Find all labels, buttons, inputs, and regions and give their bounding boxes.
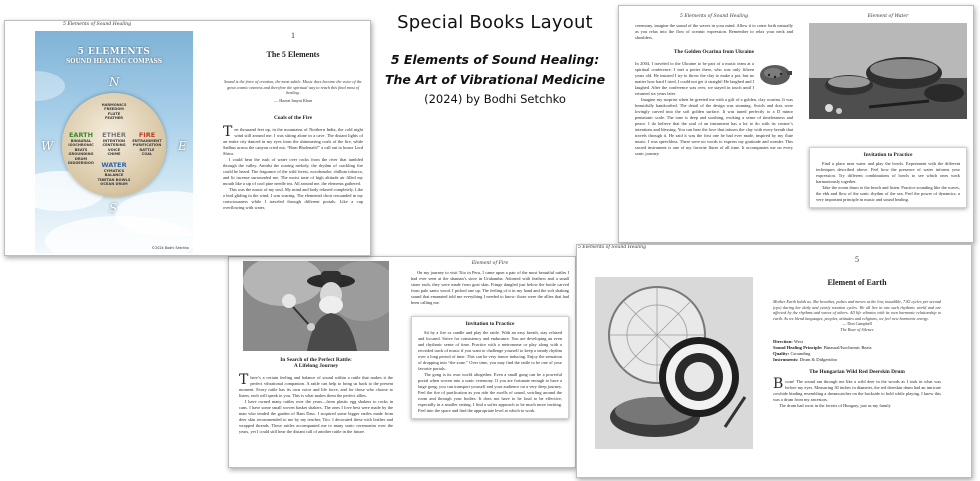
meta-value: West bbox=[793, 338, 803, 344]
ether-line: CENTERING bbox=[102, 143, 126, 148]
body-paragraph: I have owned many rattles over the years—from plastic egg shakers to rocks in cans. I have some small woven basket shakers. The ones I love best were made by the man who tended the garden of Ram Dass. I acquired some bigger rattles made from deer skin recommended to me by my teacher, Tito. I decorated these with leather and wrapped threads. These rattles accompanied me to many sonic ceremonies over the years, yet I could still hear the distant call of another rattle in the future. bbox=[239, 399, 393, 434]
body-paragraph bbox=[223, 124, 363, 157]
spread-element-of-water bbox=[618, 5, 974, 243]
body-paragraph bbox=[239, 372, 393, 399]
rattle-text-column bbox=[239, 357, 393, 435]
meta-label: Quality: bbox=[773, 350, 790, 356]
spread-element-of-fire bbox=[228, 256, 576, 468]
water-line: CYMATICS bbox=[103, 169, 125, 173]
chapter-number: 5 bbox=[855, 255, 859, 264]
running-head: Element of Fire bbox=[471, 261, 509, 266]
body-paragraph: I could hear the rush of water over rocks from the river that tumbled through the valley. Amidst the roaring melody, the rhythm of crackling fire could be heard. The fragrance of the wild forest, woodsmoke, chillum tobacco, and lit incense surrounded me. The moist taste of high altitude air filled my mouth like a sip of cool pine needle tea. All around me, the elements gathered. bbox=[223, 157, 363, 187]
paragraph-text: en thousand feet up, in the mountains of Northern India, the cold night wind still around me. I was sitting alone in a cave. The distant lights of an entire city danced in my eyes from the shimmering coals of the fire, while Sadhus across the canyon cried out, “Bom Bholenath!” a call out to honor Lord Shiva. bbox=[223, 127, 363, 157]
compass-title: 5 ELEMENTS bbox=[77, 47, 151, 57]
practice-paragraph: Take the ocean drum to the beach and listen. Practice sounding like the waves, the ebb and flow of the sonic rhythm of the sea. Feel the power of dynamics, a very important principle in music and sound healing. bbox=[816, 185, 960, 202]
earth-line: BINAURAL bbox=[70, 139, 92, 143]
chapter-title: Element of Earth bbox=[827, 278, 887, 287]
photo-illustration bbox=[243, 261, 389, 351]
water-element bbox=[95, 161, 133, 187]
ether-line: VOICE bbox=[107, 147, 121, 152]
meta-value: Binaural/Isochronic Beats bbox=[823, 344, 872, 350]
drum-photo bbox=[595, 277, 753, 449]
ether-element bbox=[99, 131, 129, 157]
paragraph-text: here’s a certain feeling and balance of sound within a rattle that makes it the perfect vibrational companion. A rattle can help to bring us back to the present moment. Every rattle has its own voice and life force, and for those who choose to listen, each will speak to you. This is what makes them the perfect allies. bbox=[239, 375, 393, 398]
fire-right-column bbox=[411, 261, 569, 419]
body-paragraph: The drum had roots in the forests of Hungary, just as my family bbox=[779, 403, 891, 409]
fire-line: ENTRAINMENT bbox=[132, 139, 162, 143]
meta-instruments bbox=[773, 357, 941, 363]
section-heading: The Golden Ocarina from Ukraine bbox=[673, 49, 755, 55]
air-element bbox=[98, 103, 130, 121]
epigraph-attribution: — Hazrat Inayat Khan bbox=[273, 97, 313, 103]
chapter-number: 1 bbox=[291, 31, 295, 40]
body-paragraph bbox=[635, 61, 793, 97]
air-line: FLUTE bbox=[107, 111, 121, 116]
running-head: 5 Elements of Sound Healing bbox=[62, 22, 132, 27]
ether-name: ETHER bbox=[102, 131, 126, 139]
body-paragraph: Imagine my surprise when he greeted me with a gift of a golden, clay ocarina. It was beautifully handcrafted. The detail of the design was stunning. Swirls and dots were lovingly carved into the soft golden surface. It was tuned perfectly to a D minor pentatonic scale. The tone is deep and soothing, evoking a sense of timelessness and peace. I do believe that the soul of an instrument has a lot to do with its creator’s intentions and blessing. You can hear the love that infuses the clay with every breath that travels through it. He said it was the first one he had ever made, inspired by my flute music. I was speechless. There were no words to express my gratitude and wonder. This sacred instrument is one of my favorite flutes of all time. It accompanies me on every sonic journey. bbox=[635, 97, 793, 156]
ether-line: INTENTION bbox=[102, 139, 126, 143]
air-line: HARMONICS bbox=[101, 103, 127, 107]
practice-box bbox=[411, 316, 569, 419]
ether-line: CHIME bbox=[107, 152, 121, 157]
section-heading-line1: In Search of the Perfect Rattle: bbox=[280, 357, 352, 363]
paragraph-text: In 2004, I traveled to the Ukraine to be part of a music team at a spiritual conference. I met a potter there, who was only fifteen years old. He insisted I try to throw the clay to make a pot, but no matter how hard I tried, I could not get it straight! He laughed and I laughed. After the conference was over, we stayed in touch until I returned six years later. bbox=[635, 61, 754, 96]
fire-element bbox=[130, 131, 164, 157]
practice-title: Invitation to Practice bbox=[465, 321, 515, 327]
section-heading: Coals of the Fire bbox=[273, 115, 313, 122]
headline-block bbox=[370, 0, 620, 130]
epigraph: Sound is the force of creation, the most subtle. Music does become the voice of the great cosmic oneness and therefore the spiritual way to reach this final most of healing. bbox=[224, 79, 362, 96]
singing-bowls-photo bbox=[809, 23, 967, 119]
chapter-text-column bbox=[223, 31, 363, 211]
book-title-line2: The Art of Vibrational Medicine bbox=[384, 72, 606, 87]
meta-label: Direction: bbox=[773, 338, 793, 344]
compass-disc bbox=[62, 93, 166, 197]
water-line: OCEAN DRUM bbox=[100, 182, 128, 187]
epigraph-source: The Roar of Silence bbox=[840, 326, 874, 332]
ocarina-text-column bbox=[635, 14, 793, 157]
running-head: 5 Elements of Sound Healing bbox=[577, 245, 647, 250]
direction-north: N bbox=[109, 75, 120, 89]
element-meta bbox=[773, 339, 941, 364]
spread-element-of-earth bbox=[576, 244, 972, 478]
cloud-shape bbox=[35, 71, 65, 101]
earth-element bbox=[64, 131, 98, 165]
running-head: Element of Water bbox=[867, 14, 909, 19]
meta-value: Drum & Didgeridoo bbox=[799, 357, 838, 363]
compass-illustration bbox=[35, 31, 193, 253]
earth-name: EARTH bbox=[68, 131, 94, 139]
section-heading-line2: A Lifelong Journey bbox=[293, 363, 339, 369]
body-paragraph: This was the music of my soul. My mind and body relaxed completely. Like a bird gliding in the wind, I was soaring. The elemental choir resounded in my consciousness while I traveled through different portals. Like a cup overflowing with water, bbox=[223, 187, 363, 211]
fire-line: PURIFICATION bbox=[132, 143, 162, 148]
practice-paragraph: The gong is its own world altogether. Even a small gong can be a powerful portal when woven into a sonic ceremony. If you are fortunate enough to have a large gong, you can transport yourself and your audience on a very deep journey. Feel the fire of purification as you ride the swells of sound, swirling around the room and through your bodies. It does not have to be loud to be effective, especially in a smaller setting. I find a softer approach to be much more inviting. Feel into the space and find the appropriate level at which to work. bbox=[418, 372, 562, 413]
earth-line: DRUM bbox=[74, 156, 88, 161]
drop-cap: T bbox=[239, 372, 249, 388]
direction-south: S bbox=[109, 201, 118, 215]
air-line: FREEDOM bbox=[104, 107, 124, 112]
running-head: 5 Elements of Sound Healing bbox=[679, 14, 749, 19]
earth-line: ISOCHRONIC BEATS bbox=[68, 143, 94, 152]
ocarina-photo bbox=[757, 61, 793, 89]
section-heading: The Hungarian Wild Red Deerskin Drum bbox=[809, 369, 905, 376]
meta-label: Instruments: bbox=[773, 357, 799, 363]
book-meta: (2024) by Bodhi Setchko bbox=[424, 92, 566, 106]
body-paragraph bbox=[773, 376, 941, 403]
body-paragraph: ceremony, imagine the sound of the waves in your mind. Allow it to come forth naturally as you relax into the flow of oceanic expression. Remember to relax your neck and shoulders. bbox=[635, 23, 793, 40]
water-line: BALANCE bbox=[104, 173, 124, 178]
practice-title: Invitation to Practice bbox=[863, 152, 913, 158]
body-paragraph: On my journey to visit Tito in Peru, I came upon a pair of the most beautiful rattles I had ever seen at the shaman’s store in Urubamba. Adorned with feathers and a small stone each, they were made from goat skin. Fringe dangled just below the bottle carved from palo santo wood. I picked one up. The feeling of it in my hand and the soft shaking sound that emanated told me everything I needed to know: those were the allies that had been calling me. bbox=[411, 270, 569, 305]
direction-east: E bbox=[178, 139, 187, 153]
book-title-line1: 5 Elements of Sound Healing: bbox=[390, 52, 600, 67]
water-line: TIBETAN BOWLS bbox=[97, 177, 131, 182]
earth-text-column bbox=[773, 255, 941, 409]
water-right-column bbox=[809, 14, 967, 208]
photo-illustration bbox=[595, 277, 753, 449]
practice-paragraph: Find a place near water and play the bowls. Experiment with the different techniques described above. Feel how the presence of water informs your expression. Try different combinations of bowls to see which ones work harmoniously together. bbox=[816, 161, 960, 184]
water-name: WATER bbox=[101, 161, 127, 169]
air-line: FEATHER bbox=[104, 116, 124, 121]
drop-cap: B bbox=[773, 376, 784, 393]
photo-illustration bbox=[809, 23, 967, 119]
headline-title: Special Books Layout bbox=[397, 12, 593, 33]
compass-copyright: ©2024 Bodhi Setchko bbox=[151, 246, 189, 250]
earth-line: GROUNDING bbox=[68, 152, 94, 157]
meta-label: Sound Healing Principle: bbox=[773, 344, 823, 350]
compass-subtitle: SOUND HEALING COMPASS bbox=[65, 58, 163, 65]
fire-line: COAL bbox=[141, 152, 153, 157]
earth-line: DIDGERIDOO bbox=[68, 161, 94, 166]
epigraph-attribution: — Don Campbell bbox=[842, 321, 872, 327]
meta-value: Grounding bbox=[790, 350, 811, 356]
direction-west: W bbox=[41, 139, 54, 153]
practice-box bbox=[809, 147, 967, 208]
paragraph-text: oom! The sound ran through me like a wild deer in the woods as I took in what was before my eyes. Measuring 30 inches in diameter, the red deerskin drum had an intricate cowhide binding resembling a dreamcatcher on the backside to hold while playing. I knew this was a drum from my ancestors. bbox=[773, 379, 941, 403]
fire-name: FIRE bbox=[138, 131, 156, 139]
shaman-rattle-photo bbox=[243, 261, 389, 351]
epigraph: Mother Earth holds us. She breathes, pulses and moves at the low, inaudible, 7.82 cycles per second (cps) during her daily and yearly rotation cycles. We all live in one such rhythmic world and are affected by the rhythms and waves of others. All life vibrates with its own harmonic relationship to earth. As we blend languages, peoples, attitudes and religions, we feel new harmonic energy. bbox=[773, 299, 941, 321]
fire-line: RATTLE bbox=[139, 147, 155, 152]
spread-chapter-1 bbox=[4, 20, 371, 256]
practice-paragraph: Sit by a fire or candle and play the rattle. With an easy breath, stay relaxed and focused. Strive for consistency and endurance. You are developing an even and rhythmic sense of time. Practice with a metronome or play along with a recorded track of music if you want to challenge yourself to keep a steady rhythm over a long period of time. This can be very trance inducing. Enjoy the sensation of dropping into “the zone.” Over time, you may find the rattle to be one of your favorite portals. bbox=[418, 330, 562, 371]
chapter-title: The 5 Elements bbox=[266, 50, 320, 59]
drop-cap: T bbox=[223, 124, 233, 141]
